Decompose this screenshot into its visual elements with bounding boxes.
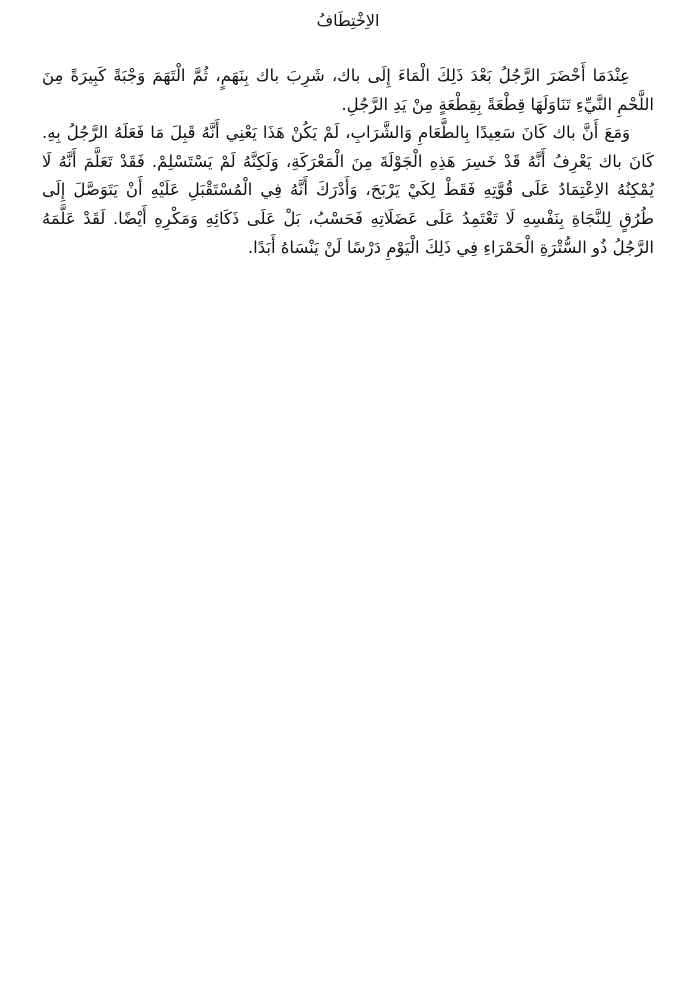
- paragraph-2: وَمَعَ أَنَّ باك كَانَ سَعِيدًا بِالطَّعَامِ وَالشَّرَابِ، لَمْ يَكُنْ هَذَا يَعْنِي أَنَّهُ قَبِلَ مَا فَعَلَهُ الرَّجُلُ بِهِ. كَانَ باك يَعْرِفُ أَنَّهُ قَدْ خَسِرَ هَذِهِ الْجَوْلَةَ مِنَ الْمَعْرَكَةِ، وَلَكِنَّهُ لَمْ يَسْتَسْلِمْ. فَقَدْ تَعَلَّمَ أَنَّهُ لَا يُمْكِنُهُ الاِعْتِمَادُ عَلَى قُوَّتِهِ فَقَطْ لِكَيْ يَرْبَحَ، وَأَدْرَكَ أَنَّهُ فِي الْمُسْتَقْبَلِ عَلَيْهِ أَنْ يَتَوَصَّلَ إِلَى طُرُقٍ لِلنَّجَاةِ بِنَفْسِهِ لَا تَعْتَمِدُ عَلَى عَضَلَاتِهِ فَحَسْبُ، بَلْ عَلَى ذَكَائِهِ وَمَكْرِهِ أَيْضًا. لَقَدْ عَلَّمَهُ الرَّجُلُ ذُو السُّتْرَةِ الْحَمْرَاءِ فِي ذَلِكَ الْيَوْمِ دَرْسًا لَنْ يَنْسَاهُ أَبَدًا.: [42, 123, 654, 257]
- chapter-title: الاِخْتِطَافُ: [316, 11, 380, 30]
- body-text: [42, 62, 654, 262]
- paragraph-1: عِنْدَمَا أَحْضَرَ الرَّجُلُ بَعْدَ ذَلِكَ الْمَاءَ إِلَى باك، شَرِبَ باك بِنَهَمٍ، ثُمَّ الْتَهَمَ وَجْبَةً كَبِيرَةً مِنَ اللَّحْمِ النَّيِّءِ تَنَاوَلَهَا قِطْعَةً بِقِطْعَةٍ مِنْ يَدِ الرَّجُلِ.: [42, 66, 654, 114]
- document-page: [42, 0, 654, 1000]
